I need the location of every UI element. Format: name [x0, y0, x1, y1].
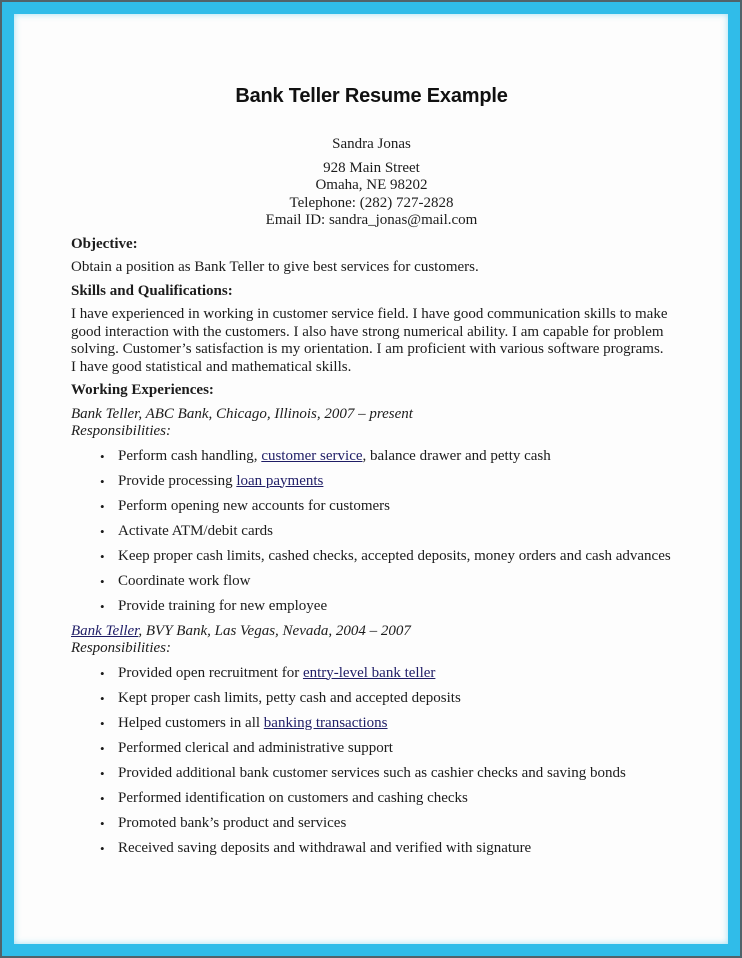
contact-phone-line: Telephone: (282) 727-2828: [289, 194, 454, 211]
objective-heading: Objective:: [71, 235, 138, 252]
resume-paper: [14, 14, 728, 944]
text-segment: Kept proper cash limits, petty cash and accepted deposits: [118, 689, 461, 706]
inline-link[interactable]: banking transactions: [263, 714, 388, 731]
contact-city-line: Omaha, NE 98202: [315, 177, 428, 193]
bullet-icon: •: [100, 665, 105, 681]
bullet-icon: •: [100, 573, 105, 589]
inline-link[interactable]: entry-level bank teller: [302, 664, 436, 681]
bullet-icon: •: [100, 765, 105, 781]
text-segment: Performed clerical and administrative support: [118, 739, 393, 756]
job-header: [71, 406, 672, 424]
inline-link[interactable]: customer service: [261, 447, 363, 464]
text-segment: , balance drawer and petty cash: [362, 447, 551, 464]
bullet-item: [100, 498, 672, 516]
text-segment: Provide processing: [118, 472, 237, 489]
bullet-item: [100, 473, 672, 491]
text-segment: Helped customers in all: [118, 714, 264, 731]
inline-link[interactable]: Bank Teller: [71, 622, 139, 639]
bullet-item: [100, 548, 672, 566]
contact-name: Sandra Jonas: [332, 136, 411, 152]
skills-heading: Skills and Qualifications:: [71, 282, 233, 299]
text-segment: Bank Teller, ABC Bank, Chicago, Illinois, 2007 – present: [71, 405, 413, 422]
objective-text: Obtain a position as Bank Teller to give best services for customers.: [71, 259, 479, 275]
bullet-item: [100, 598, 672, 616]
experience-heading: Working Experiences:: [71, 382, 214, 398]
skills-text: I have experienced in working in customer service field. I have good communication skills to make good interaction with the customers. I also have strong numerical ability. I am capable for problem solving. Customer’s satisfaction is my orientation. I am proficient with various software programs. I have good statistical and mathematical skills.: [71, 306, 668, 375]
text-segment: Provided additional bank customer services such as cashier checks and saving bonds: [118, 764, 626, 781]
bullet-item: [100, 840, 672, 858]
bullet-icon: •: [100, 498, 105, 514]
job-section: [71, 623, 672, 858]
bullet-icon: •: [100, 715, 105, 731]
job-section: [71, 406, 672, 616]
page-title: Bank Teller Resume Example: [235, 85, 508, 107]
responsibility-list: [71, 665, 672, 858]
bullet-icon: •: [100, 548, 105, 564]
bullet-icon: •: [100, 448, 105, 464]
bullet-item: [100, 690, 672, 708]
text-segment: , BVY Bank, Las Vegas, Nevada, 2004 – 2007: [138, 622, 411, 639]
text-segment: Perform opening new accounts for customers: [118, 497, 391, 514]
inline-link[interactable]: loan payments: [236, 472, 324, 489]
bullet-item: [100, 665, 672, 683]
text-segment: Performed identification on customers and cashing checks: [118, 789, 468, 806]
text-segment: Coordinate work flow: [118, 572, 251, 589]
job-responsibilities-label: Responsibilities:: [71, 423, 171, 439]
text-segment: Promoted bank’s product and services: [118, 814, 347, 831]
responsibility-list: [71, 448, 672, 616]
text-segment: Provided open recruitment for: [118, 664, 303, 681]
bullet-item: [100, 740, 672, 758]
bullet-item: [100, 790, 672, 808]
text-segment: Provide training for new employee: [118, 597, 328, 614]
bullet-icon: •: [100, 473, 105, 489]
bullet-item: [100, 573, 672, 591]
job-header: [71, 623, 672, 641]
bullet-icon: •: [100, 523, 105, 539]
jobs-container: [71, 406, 672, 858]
text-segment: Perform cash handling,: [118, 447, 262, 464]
bullet-item: [100, 715, 672, 733]
bullet-icon: •: [100, 598, 105, 614]
text-segment: Received saving deposits and withdrawal and verified with signature: [118, 839, 532, 856]
text-segment: Keep proper cash limits, cashed checks, accepted deposits, money orders and cash advances: [118, 547, 671, 564]
bullet-icon: •: [100, 690, 105, 706]
bullet-icon: •: [100, 815, 105, 831]
contact-address-line: 928 Main Street: [323, 159, 420, 176]
bullet-item: [100, 523, 672, 541]
bullet-icon: •: [100, 840, 105, 856]
bullet-icon: •: [100, 790, 105, 806]
text-segment: Activate ATM/debit cards: [118, 522, 273, 539]
bullet-item: [100, 815, 672, 833]
contact-block: [71, 136, 672, 230]
job-responsibilities-label: Responsibilities:: [71, 640, 171, 656]
bullet-icon: •: [100, 740, 105, 756]
contact-email-line: Email ID: sandra_jonas@mail.com: [265, 212, 478, 228]
bullet-item: [100, 765, 672, 783]
bullet-item: [100, 448, 672, 466]
